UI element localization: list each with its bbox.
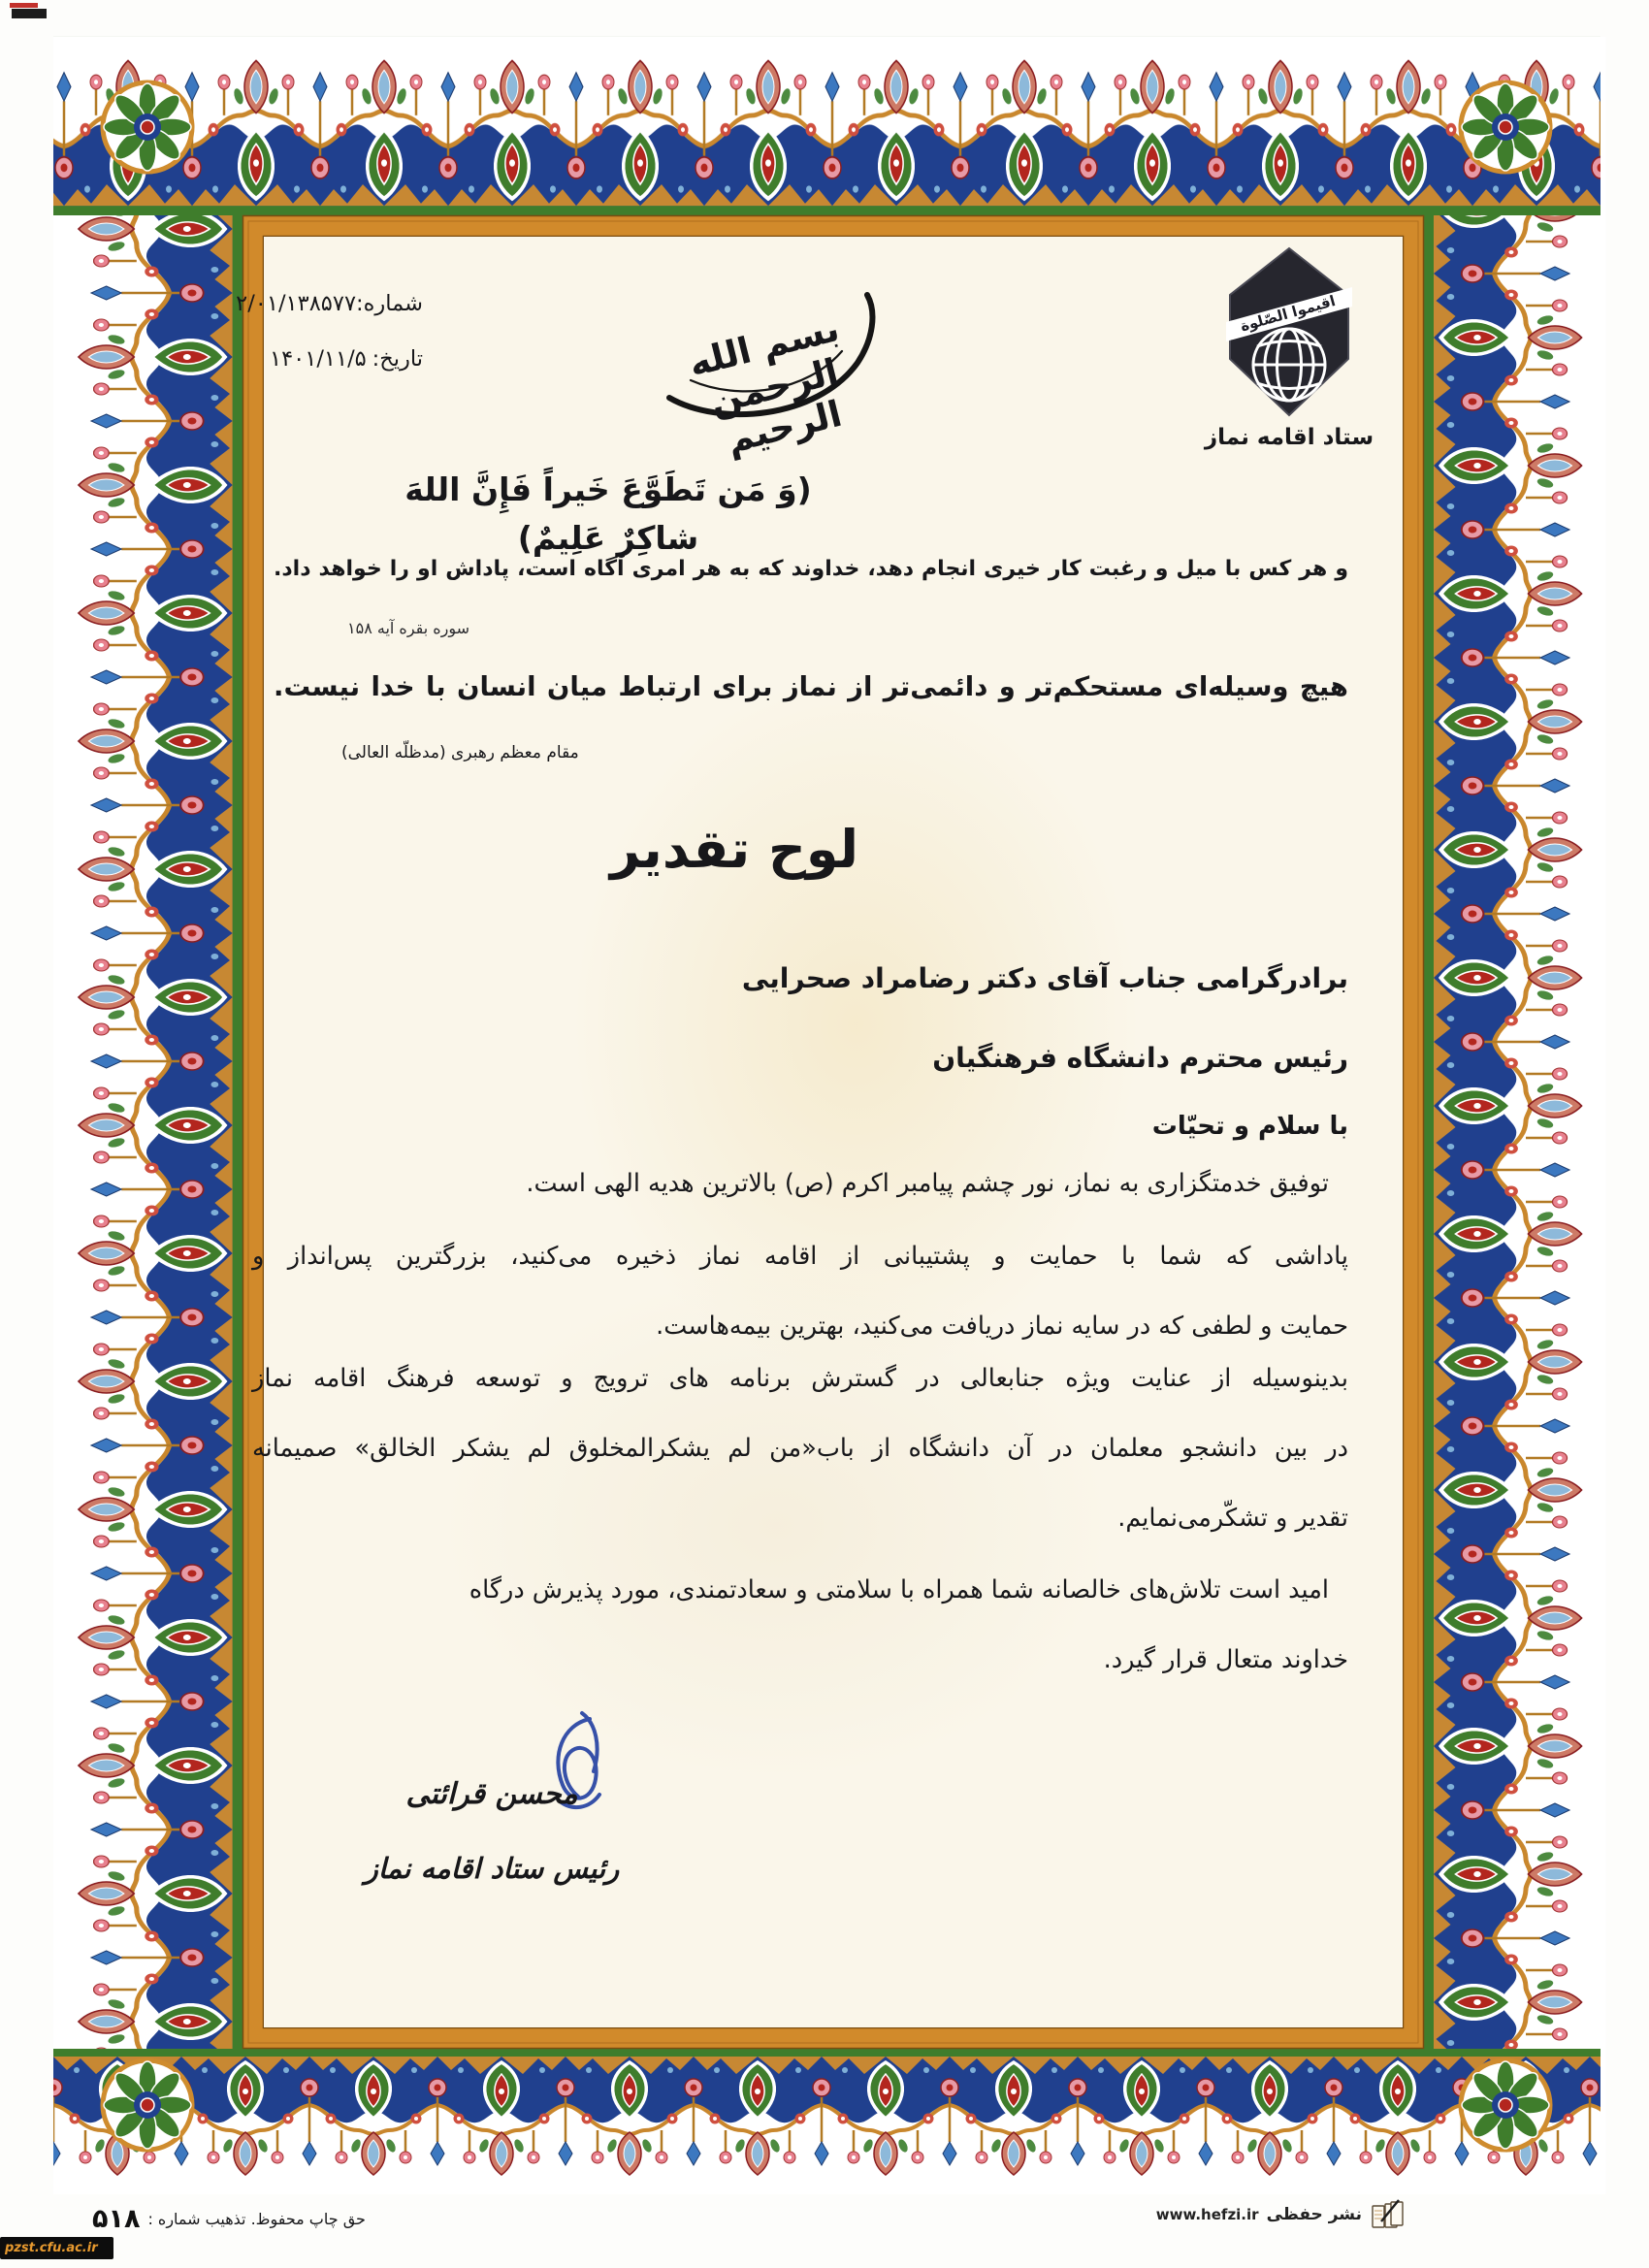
kaaba-band-text: اقيموا الصّلوة <box>1238 292 1338 336</box>
body-line-1: توفیق خدمتگزاری به نماز، نور چشم پیامبر اکرم (ص) بالاترین هدیه الهی است. <box>526 1169 1329 1198</box>
quran-verse: (وَ مَن تَطَوَّعَ خَیراً فَإِنَّ اللهَ شاکِرٌ عَلِیمٌ) <box>404 470 812 557</box>
kaaba-globe-icon <box>1211 244 1368 419</box>
tazhib-number: ۵۱۸ <box>92 2204 141 2234</box>
copyright-text: حق چاپ محفوظ. تذهیب شماره : <box>147 2210 366 2228</box>
book-pen-icon <box>1370 2198 1408 2231</box>
scan-watermark <box>0 2237 113 2259</box>
org-logo <box>1197 244 1381 450</box>
signer-name: محسن قرائتی <box>405 1777 578 1811</box>
body-line-2: پاداشی که شما با حمایت و پشتیبانی از اقامه نماز ذخیره می‌کنید، بزرگترین پس‌انداز و <box>252 1242 1348 1271</box>
recipient-position: رئیس محترم دانشگاه فرهنگیان <box>932 1042 1348 1074</box>
body-line-8: خداوند متعال قرار گیرد. <box>1103 1645 1348 1674</box>
signer-title: رئیس ستاد اقامه نماز <box>364 1852 620 1885</box>
number-label: شماره: <box>356 291 423 316</box>
date-row <box>270 346 423 372</box>
recipient-name: برادرگرامی جناب آقای دکتر رضامراد صحرایی <box>741 962 1348 994</box>
salutation: با سلام و تحیّات <box>1151 1112 1348 1141</box>
verse-translation: و هر کس با میل و رغبت کار خیری انجام دهد، خداوند که به هر امری آگاه است، پاداش او را خواهد داد. <box>274 557 1348 581</box>
org-name: ستاد اقامه نماز <box>1204 425 1374 450</box>
date-value: ۱۴۰۱/۱۱/۵ <box>270 346 367 372</box>
number-value: ۲/۰۱/۱۳۸۵۷۷ <box>236 291 357 316</box>
letter-body-area <box>236 237 1403 2027</box>
signature-block <box>332 1777 652 1885</box>
body-line-6: تقدیر و تشکّرمی‌نمایم. <box>1117 1504 1348 1533</box>
quote-attribution: مقام معظم رهبری (مدظلّه العالی) <box>341 743 579 762</box>
publisher-name: نشر حفظی <box>1266 2205 1362 2224</box>
watermark-text: pzst.cfu.ac.ir <box>5 2241 98 2255</box>
body-line-4: بدینوسیله از عنایت ویژه جنابعالی در گسترش برنامه های ترویج و توسعه فرهنگ اقامه نماز <box>252 1364 1348 1393</box>
body-line-5: در بین دانشجو معلمان در آن دانشگاه از باب«من لم یشکرالمخلوق لم یشکر الخالق» صمیمانه <box>252 1434 1348 1463</box>
date-label: تاریخ: <box>372 346 423 372</box>
bismillah-calligraphy <box>652 274 894 462</box>
body-line-3: حمایت و لطفی که در سایه نماز دریافت می‌کنید، بهترین بیمه‌هاست. <box>656 1312 1348 1341</box>
copyright-note <box>92 2204 366 2234</box>
publisher-website: www.hefzi.ir <box>1155 2206 1259 2223</box>
number-date-block <box>236 291 423 402</box>
number-row <box>236 291 423 316</box>
verse-source: سوره بقره آیه ۱۵۸ <box>347 619 470 637</box>
certificate-title: لوح تقدیر <box>609 819 859 880</box>
bismillah-text: بسم الله الرحمن الرحیم <box>684 307 847 462</box>
publisher-block <box>1156 2198 1408 2231</box>
leader-quote: هیچ وسیله‌ای مستحکم‌تر و دائمی‌تر از نماز برای ارتباط میان انسان با خدا نیست. <box>274 671 1348 702</box>
body-line-7: امید است تلاش‌های خالصانه شما همراه با سلامتی و سعادتمندی، مورد پذیرش درگاه <box>469 1575 1329 1604</box>
